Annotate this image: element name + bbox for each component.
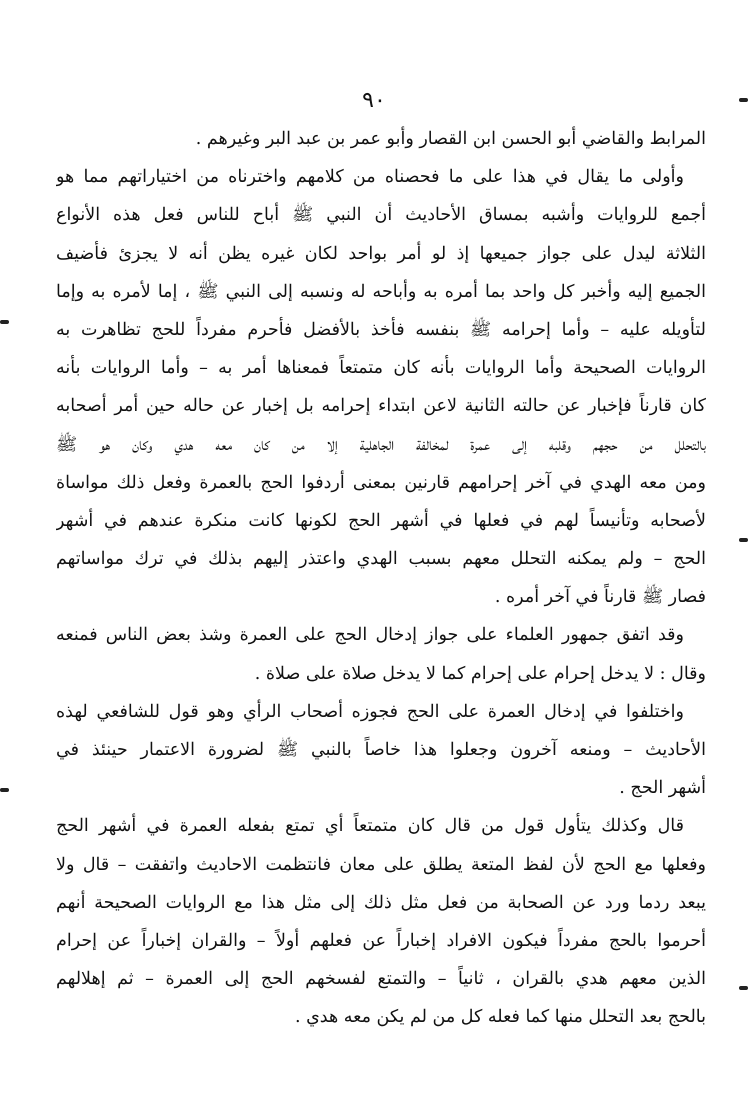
- text-line: أشهر الحج .: [619, 778, 706, 799]
- text-line: ومن معه الهدي في آخر إحرامهم قارنين بمعنى أردفوا الحج بالعمرة وفعل ذلك مواساة: [56, 472, 706, 493]
- text-line: الثلاثة ليدل على جواز جميعها إذ لو أمر بواحد لكان غيره يظن أنه لا يجزئ فأضيف: [56, 243, 706, 264]
- text-line: واختلفوا في إدخال العمرة على الحج فجوزه أصحاب الرأي وهو قول للشافعي لهذه: [56, 701, 684, 722]
- text-line: وقال : لا يدخل إحرام على إحرام كما لا يدخل صلاة على صلاة .: [254, 663, 706, 684]
- text-line: الجميع إليه وأخبر كل واحد بما أمره به وأباحه له ونسبه إلى النبي ﷺ ، إما لأمره به وإما: [56, 281, 706, 302]
- text-line: الروايات الصحيحة وأما الروايات بأنه كان متمتعاً فمعناها أمر به – وأما الروايات بأنه: [56, 358, 706, 379]
- margin-mark: [739, 538, 748, 542]
- text-line: بالحج بعد التحلل منها كما فعله كل من لم يكن معه هدي .: [294, 1007, 706, 1028]
- text-line: المرابط والقاضي أبو الحسن ابن القصار وأبو عمر بن عبد البر وغيرهم .: [195, 129, 706, 149]
- text-line: أجمع للروايات وأشبه بمساق الأحاديث أن النبي ﷺ أباح للناس فعل هذه الأنواع: [56, 205, 706, 226]
- text-line: يبعد ردما ورد عن الصحابة من فعل مثل ذلك إلى مثل هذا مع الروايات الصحيحة أنهم: [56, 892, 706, 913]
- body-text: [56, 120, 706, 1037]
- text-line: وفعلها مع الحج لأن لفظ المتعة يطلق على معان فانتظمت الاحاديث واتفقت – قال ولا: [56, 854, 706, 875]
- text-line: لتأويله عليه – وأما إحرامه ﷺ بنفسه فأخذ بالأفضل فأحرم مفرداً للحج تظاهرت به: [56, 319, 706, 340]
- text-line: فصار ﷺ قارناً في آخر أمره .: [494, 587, 706, 608]
- text-line: الذين معهم هدي بالقران ، ثانياً – والتمتع لفسخهم الحج إلى العمرة – ثم إهلالهم: [56, 969, 706, 990]
- text-line: وقد اتفق جمهور العلماء على جواز إدخال الحج على العمرة وشذ بعض الناس فمنعه: [56, 625, 684, 646]
- text-line: الأحاديث – ومنعه آخرون وجعلوا هذا خاصاً بالنبي ﷺ لضرورة الاعتمار حينئذ في: [56, 740, 706, 760]
- text-line: كان قارناً فإخبار عن حالته الثانية لاعن ابتداء إحرامه بل إخبار عن حاله حين أمر أصحابه: [56, 396, 706, 417]
- margin-mark: [739, 986, 748, 990]
- text-line: قال وكذلك يتأول قول من قال كان متمتعاً أي تمتع بفعله العمرة في أشهر الحج: [56, 816, 684, 837]
- text-line: الحج – ولم يمكنه التحلل معهم بسبب الهدي واعتذر إليهم بذلك في ترك مواساتهم: [56, 549, 706, 570]
- margin-mark: [0, 320, 9, 324]
- text-line: أحرموا بالحج مفرداً فيكون الافراد إخباراً عن فعلهم أولاً – والقران إخباراً عن إحرام: [56, 930, 706, 951]
- text-line: لأصحابه وتأنيساً لهم في فعلها في أشهر الحج لكونها كانت منكرة عندهم في أشهر: [56, 510, 706, 531]
- text-line: بالتحلل من حجهم وقلبه إلى عمرة لمخالفة الجاهلية إلا من كان معه هدي وكان هو ﷺ: [56, 434, 706, 455]
- page-number: ٩٠: [362, 88, 386, 113]
- text-line: وأولى ما يقال في هذا على ما فحصناه من كلامهم واخترناه من اختياراتهم مما هو: [56, 167, 684, 188]
- margin-mark: [0, 788, 9, 792]
